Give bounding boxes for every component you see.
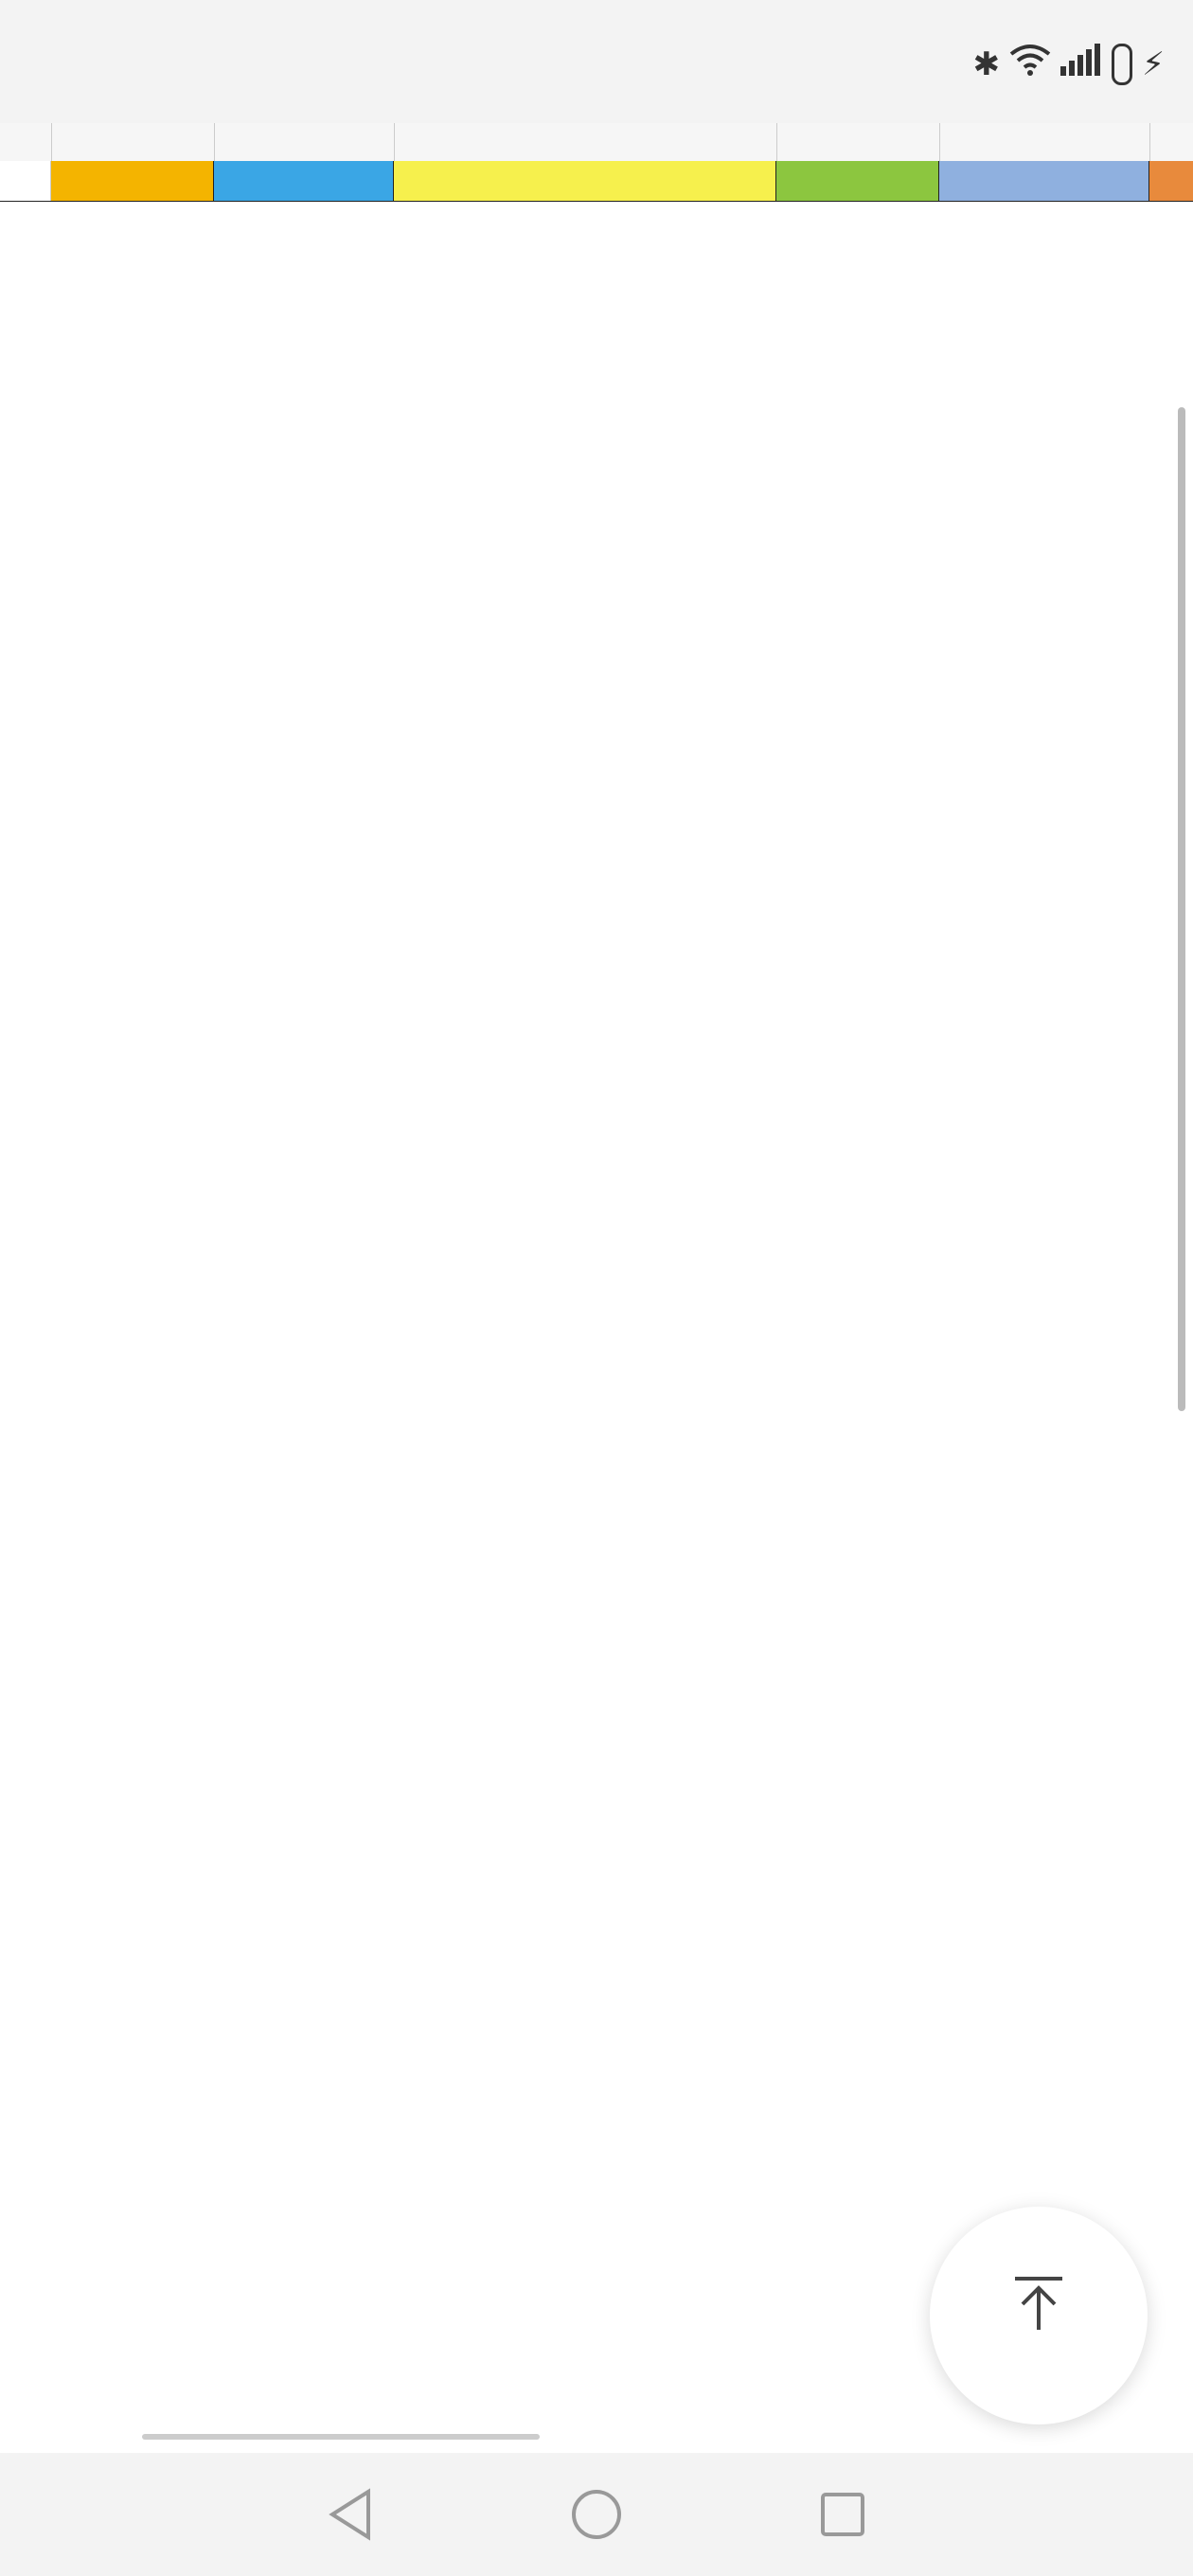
column-letter-d[interactable] bbox=[394, 123, 777, 161]
navigation-bar bbox=[0, 2453, 1193, 2576]
row-number[interactable] bbox=[0, 161, 51, 201]
column-header-bar bbox=[0, 123, 1193, 162]
bluetooth-icon: ✱ bbox=[972, 45, 1001, 83]
header-battery[interactable] bbox=[214, 161, 394, 201]
battery-indicator bbox=[1112, 44, 1132, 85]
vertical-scrollbar[interactable] bbox=[1178, 407, 1185, 1411]
header-laser[interactable] bbox=[939, 161, 1149, 201]
status-bar bbox=[0, 0, 1193, 123]
column-letter-b[interactable] bbox=[51, 123, 215, 161]
arrow-up-icon bbox=[1006, 2275, 1072, 2337]
horizontal-scrollbar[interactable] bbox=[142, 2434, 540, 2440]
home-circle-icon bbox=[570, 2488, 623, 2541]
corner-cell[interactable] bbox=[0, 123, 52, 161]
header-coins[interactable] bbox=[776, 161, 939, 201]
header-skin[interactable] bbox=[394, 161, 776, 201]
back-to-top-button[interactable] bbox=[930, 2207, 1148, 2424]
recents-square-icon bbox=[819, 2491, 866, 2538]
header-next-column[interactable] bbox=[1149, 161, 1193, 201]
header-row bbox=[0, 161, 1193, 202]
wifi-icon bbox=[1009, 43, 1051, 85]
back-triangle-icon bbox=[327, 2488, 374, 2541]
system-icons bbox=[973, 43, 1165, 85]
home-nav-button[interactable] bbox=[563, 2481, 630, 2548]
recents-nav-button[interactable] bbox=[810, 2481, 876, 2548]
charging-icon: ⚡ bbox=[1142, 45, 1165, 83]
signal-icon bbox=[1060, 44, 1102, 84]
header-vip[interactable] bbox=[51, 161, 214, 201]
column-letter-c[interactable] bbox=[214, 123, 395, 161]
back-nav-button[interactable] bbox=[317, 2481, 383, 2548]
column-letter-e[interactable] bbox=[776, 123, 940, 161]
column-letter-f[interactable] bbox=[939, 123, 1150, 161]
spreadsheet[interactable] bbox=[0, 123, 1193, 2453]
